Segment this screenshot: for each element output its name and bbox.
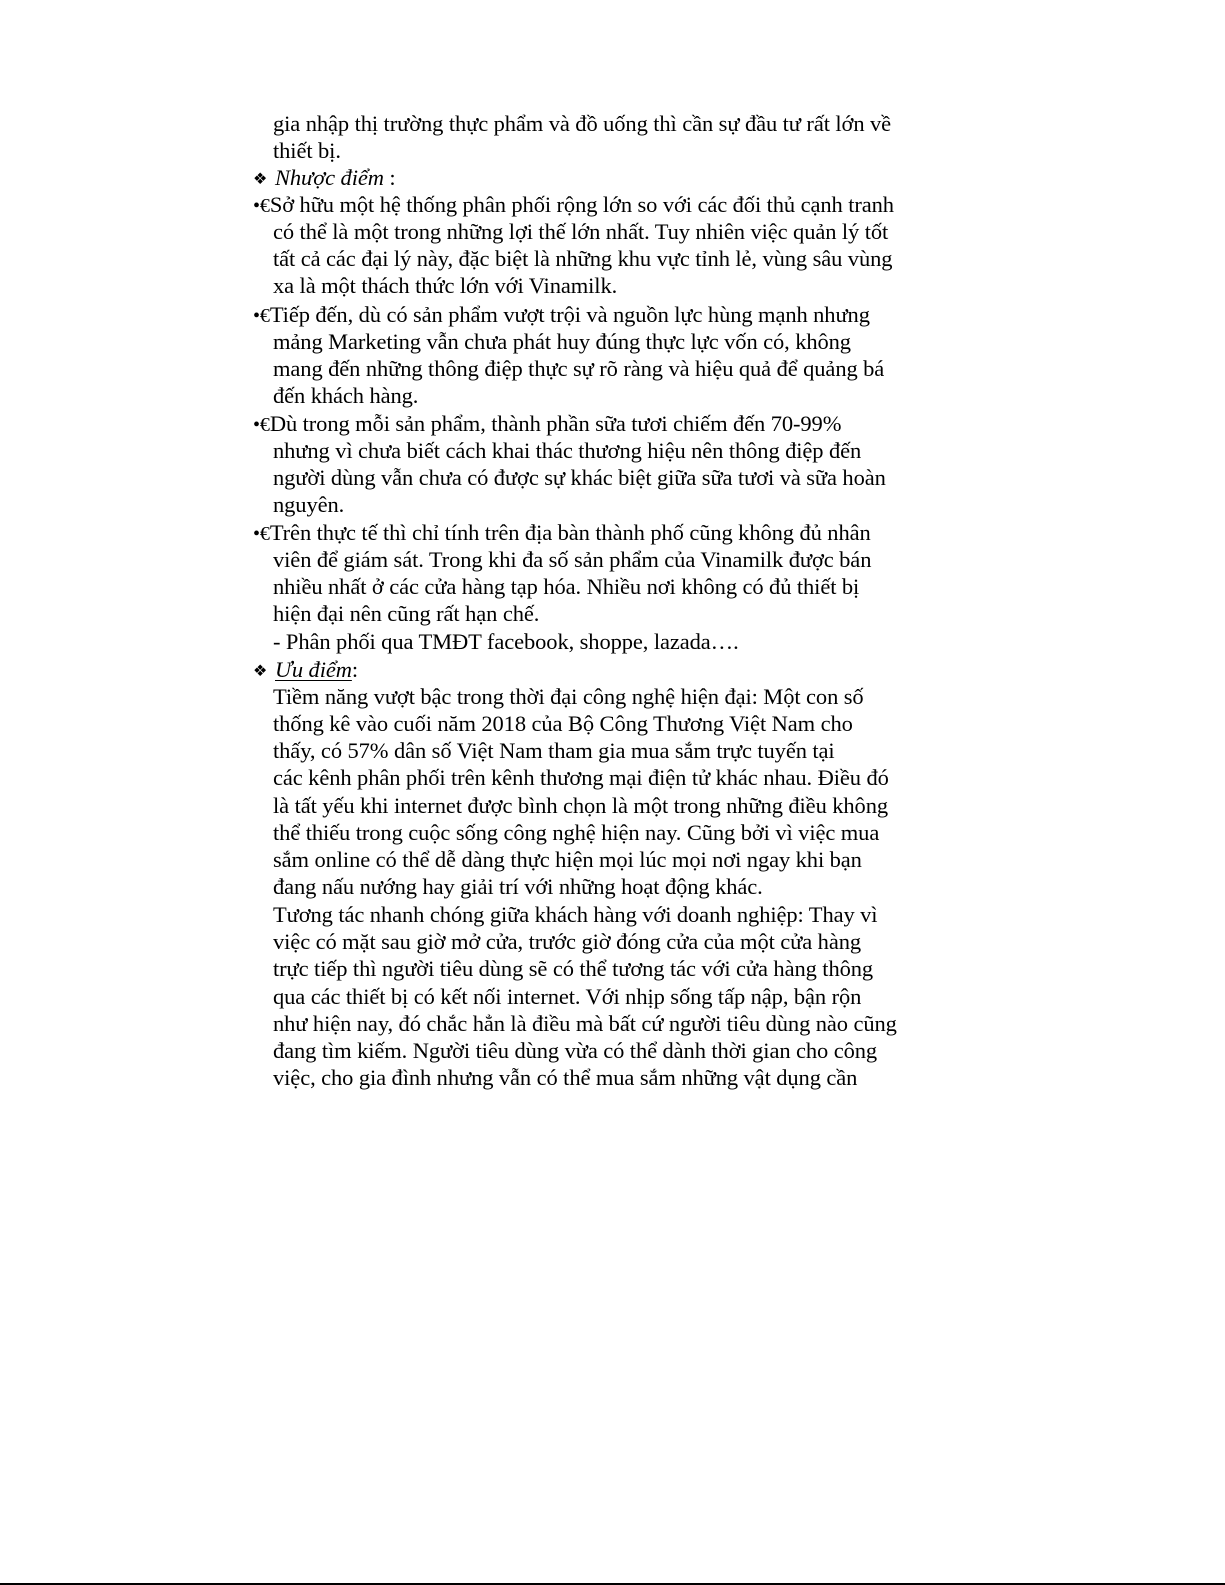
- strength-p1-line-2: thống kê vào cuối năm 2018 của Bộ Công Thương Việt Nam cho: [273, 711, 853, 736]
- weakness-bullet-4-line-2: viên để giám sát. Trong khi đa số sản phẩm của Vinamilk được bán: [273, 547, 872, 572]
- strength-heading-label: Ưu điểm: [275, 657, 352, 682]
- strength-p2-line-5: như hiện nay, đó chắc hẳn là điều mà bất cứ người tiêu dùng nào cũng: [273, 1011, 897, 1036]
- strength-p1-line-3: thấy, có 57% dân số Việt Nam tham gia mua sắm trực tuyến tại: [273, 738, 835, 763]
- weakness-bullet-1-line-1: [253, 191, 894, 220]
- bullet-marker: •€: [253, 523, 270, 545]
- bullet-text: Dù trong mỗi sản phẩm, thành phần sữa tươi chiếm đến 70-99%: [269, 411, 842, 436]
- bullet-text: Sở hữu một hệ thống phân phối rộng lớn so với các đối thủ cạnh tranh: [269, 192, 894, 217]
- diamond-bullet-icon: ❖: [253, 663, 268, 680]
- strength-p1-line-5: là tất yếu khi internet được bình chọn là một trong những điều không: [273, 793, 888, 818]
- intro-line-1: gia nhập thị trường thực phẩm và đồ uống thì cần sự đầu tư rất lớn về: [273, 111, 892, 136]
- strength-p2-line-6: đang tìm kiếm. Người tiêu dùng vừa có thể dành thời gian cho công: [273, 1038, 878, 1063]
- intro-line-2: thiết bị.: [273, 138, 341, 163]
- bullet-text: Trên thực tế thì chỉ tính trên địa bàn thành phố cũng không đủ nhân: [269, 520, 871, 545]
- weakness-bullet-4-line-3: nhiều nhất ở các cửa hàng tạp hóa. Nhiều nơi không có đủ thiết bị: [273, 574, 860, 599]
- strength-p2-line-7: việc, cho gia đình nhưng vẫn có thể mua sắm những vật dụng cần: [273, 1065, 858, 1090]
- weakness-bullet-2-line-3: mang đến những thông điệp thực sự rõ ràng và hiệu quả để quảng bá: [273, 356, 885, 381]
- weakness-bullet-1-line-2: có thể là một trong những lợi thế lớn nhất. Tuy nhiên việc quản lý tốt: [273, 219, 889, 244]
- bullet-text: Tiếp đến, dù có sản phẩm vượt trội và nguồn lực hùng mạnh nhưng: [269, 302, 870, 327]
- weakness-bullet-2-line-1: [253, 301, 870, 330]
- bullet-marker: •€: [253, 195, 270, 217]
- strength-p2-line-4: qua các thiết bị có kết nối internet. Với nhịp sống tấp nập, bận rộn: [273, 984, 862, 1009]
- strength-p2-line-2: việc có mặt sau giờ mở cửa, trước giờ đóng cửa của một cửa hàng: [273, 929, 862, 954]
- weakness-bullet-3-line-1: [253, 410, 841, 439]
- weakness-bullet-3-line-4: nguyên.: [273, 492, 345, 517]
- weakness-bullet-4-line-1: [253, 519, 871, 548]
- strength-p1-line-8: đang nấu nướng hay giải trí với những hoạt động khác.: [273, 874, 763, 899]
- weakness-bullet-3-line-2: nhưng vì chưa biết cách khai thác thương hiệu nên thông điệp đến: [273, 438, 862, 463]
- strength-heading: [253, 656, 358, 685]
- weakness-bullet-2-line-2: mảng Marketing vẫn chưa phát huy đúng thực lực vốn có, không: [273, 329, 851, 354]
- strength-p2-line-3: trực tiếp thì người tiêu dùng sẽ có thể tương tác với cửa hàng thông: [273, 956, 874, 981]
- weakness-heading-label: Nhược điểm: [275, 165, 384, 190]
- strength-heading-suffix: :: [351, 657, 359, 682]
- bullet-marker: •€: [253, 414, 270, 436]
- weakness-heading-suffix: :: [383, 165, 396, 190]
- diamond-bullet-icon: ❖: [253, 171, 268, 188]
- strength-p1-line-7: sắm online có thể dễ dàng thực hiện mọi lúc mọi nơi ngay khi bạn: [273, 847, 862, 872]
- strength-p2-line-1: Tương tác nhanh chóng giữa khách hàng với doanh nghiệp: Thay vì: [273, 902, 878, 927]
- weakness-bullet-1-line-3: tất cả các đại lý này, đặc biệt là những khu vực tỉnh lẻ, vùng sâu vùng: [273, 246, 893, 271]
- strength-p1-line-6: thể thiếu trong cuộc sống công nghệ hiện nay. Cũng bởi vì việc mua: [273, 820, 880, 845]
- weakness-bullet-1-line-4: xa là một thách thức lớn với Vinamilk.: [273, 273, 618, 298]
- strength-p1-line-4: các kênh phân phối trên kênh thương mại điện tử khác nhau. Điều đó: [273, 765, 889, 790]
- weakness-heading: [253, 164, 396, 193]
- weakness-bullet-2-line-4: đến khách hàng.: [273, 383, 419, 408]
- strength-p1-line-1: Tiềm năng vượt bậc trong thời đại công nghệ hiện đại: Một con số: [273, 684, 864, 709]
- bullet-marker: •€: [253, 305, 270, 327]
- distribution-line: - Phân phối qua TMĐT facebook, shoppe, lazada….: [273, 629, 739, 654]
- weakness-bullet-3-line-3: người dùng vẫn chưa có được sự khác biệt giữa sữa tươi và sữa hoàn: [273, 465, 886, 490]
- weakness-bullet-4-line-4: hiện đại nên cũng rất hạn chế.: [273, 601, 540, 626]
